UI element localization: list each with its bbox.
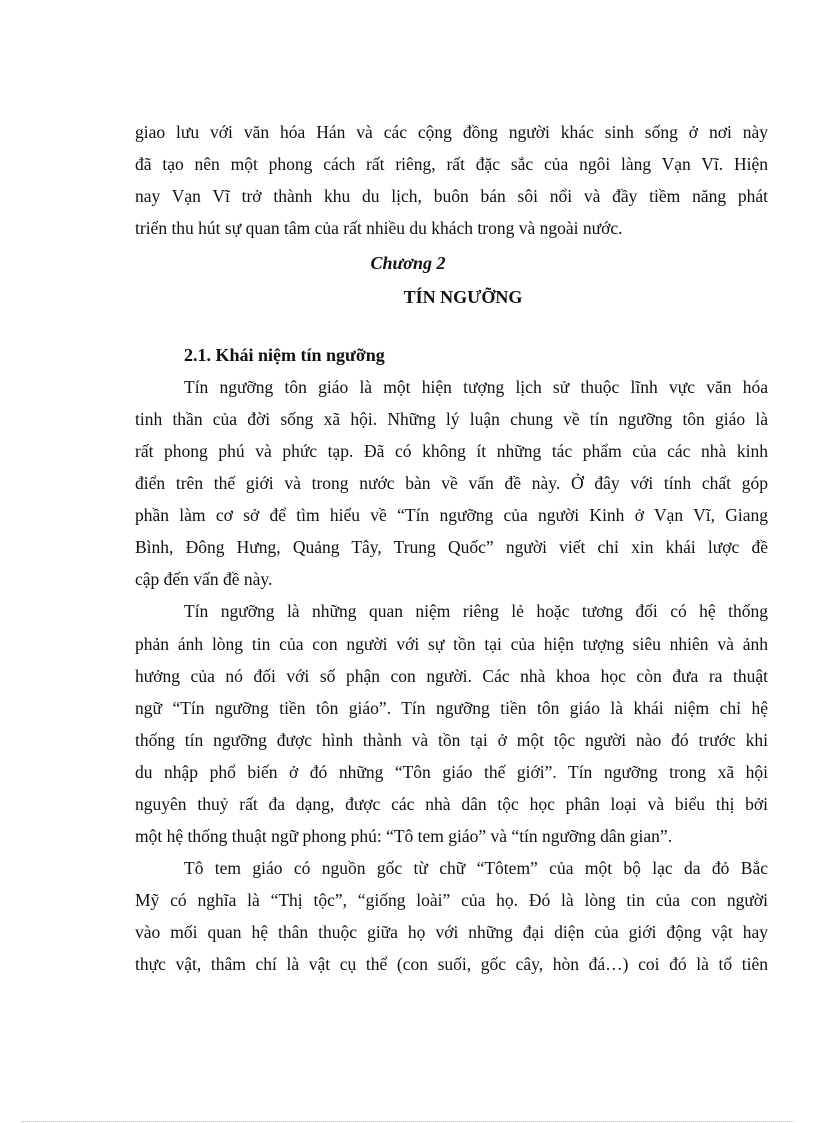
paragraph-3-line-3: vào mối quan hệ thân thuộc giữa họ với những đại diện của giới động vật hay bbox=[135, 922, 768, 942]
section-heading: 2.1. Khái niệm tín ngưỡng bbox=[184, 345, 385, 365]
paragraph-1-line-1: Tín ngưỡng tôn giáo là một hiện tượng lịch sử thuộc lĩnh vực văn hóa bbox=[184, 377, 768, 397]
paragraph-1-line-7: cập đến vấn đề này. bbox=[135, 569, 273, 589]
paragraph-3-line-2: Mỹ có nghĩa là “Thị tộc”, “giống loài” của họ. Đó là lòng tin của con người bbox=[135, 890, 768, 910]
paragraph-2-line-7: nguyên thuỷ rất đa dạng, được các nhà dân tộc học phân loại và biểu thị bởi bbox=[135, 794, 768, 814]
intro-line-2: đã tạo nên một phong cách rất riêng, rất đặc sắc của ngôi làng Vạn Vĩ. Hiện bbox=[135, 154, 768, 174]
paragraph-2-line-8: một hệ thống thuật ngữ phong phú: “Tô tem giáo” và “tín ngưỡng dân gian”. bbox=[135, 826, 673, 846]
chapter-label: Chương 2 bbox=[370, 253, 446, 273]
paragraph-2-line-1: Tín ngưỡng là những quan niệm riêng lẻ hoặc tương đối có hệ thống bbox=[184, 601, 768, 621]
paragraph-1-line-5: phần làm cơ sở để tìm hiểu về “Tín ngưỡng của người Kinh ở Vạn Vĩ, Giang bbox=[135, 505, 768, 525]
paragraph-2-line-3: hưởng của nó đối với số phận con người. Các nhà khoa học còn đưa ra thuật bbox=[135, 666, 768, 686]
paragraph-1-line-4: điển trên thế giới và trong nước bàn về vấn đề này. Ở đây với tính chất góp bbox=[135, 473, 768, 493]
paragraph-2-line-5: thống tín ngưỡng được hình thành và tồn tại ở một tộc người nào đó trước khi bbox=[135, 730, 768, 750]
paragraph-3-line-1: Tô tem giáo có nguồn gốc từ chữ “Tôtem” của một bộ lạc da đỏ Bắc bbox=[184, 858, 768, 878]
intro-line-4: triển thu hút sự quan tâm của rất nhiều du khách trong và ngoài nước. bbox=[135, 218, 623, 238]
page-bottom-rule bbox=[22, 1121, 794, 1122]
intro-line-3: nay Vạn Vĩ trở thành khu du lịch, buôn bán sôi nổi và đầy tiềm năng phát bbox=[135, 186, 768, 206]
intro-line-1: giao lưu với văn hóa Hán và các cộng đồng người khác sinh sống ở nơi này bbox=[135, 122, 768, 142]
paragraph-3-line-4: thực vật, thâm chí là vật cụ thể (con suối, gốc cây, hòn đá…) coi đó là tổ tiên bbox=[135, 954, 768, 974]
paragraph-2-line-4: ngữ “Tín ngưỡng tiền tôn giáo”. Tín ngưỡng tiền tôn giáo là khái niệm chỉ hệ bbox=[135, 698, 768, 718]
paragraph-2-line-2: phản ánh lòng tin của con người với sự tồn tại của hiện tượng siêu nhiên và ảnh bbox=[135, 634, 768, 654]
paragraph-1-line-3: rất phong phú và phức tạp. Đã có không ít những tác phẩm của các nhà kinh bbox=[135, 441, 768, 461]
chapter-title: TÍN NGƯỠNG bbox=[403, 287, 523, 307]
paragraph-1-line-2: tinh thần của đời sống xã hội. Những lý luận chung về tín ngưỡng tôn giáo là bbox=[135, 409, 768, 429]
paragraph-1-line-6: Bình, Đông Hưng, Quảng Tây, Trung Quốc” người viết chỉ xin khái lược đề bbox=[135, 537, 768, 557]
paragraph-2-line-6: du nhập phổ biến ở đó những “Tôn giáo thế giới”. Tín ngưỡng trong xã hội bbox=[135, 762, 768, 782]
